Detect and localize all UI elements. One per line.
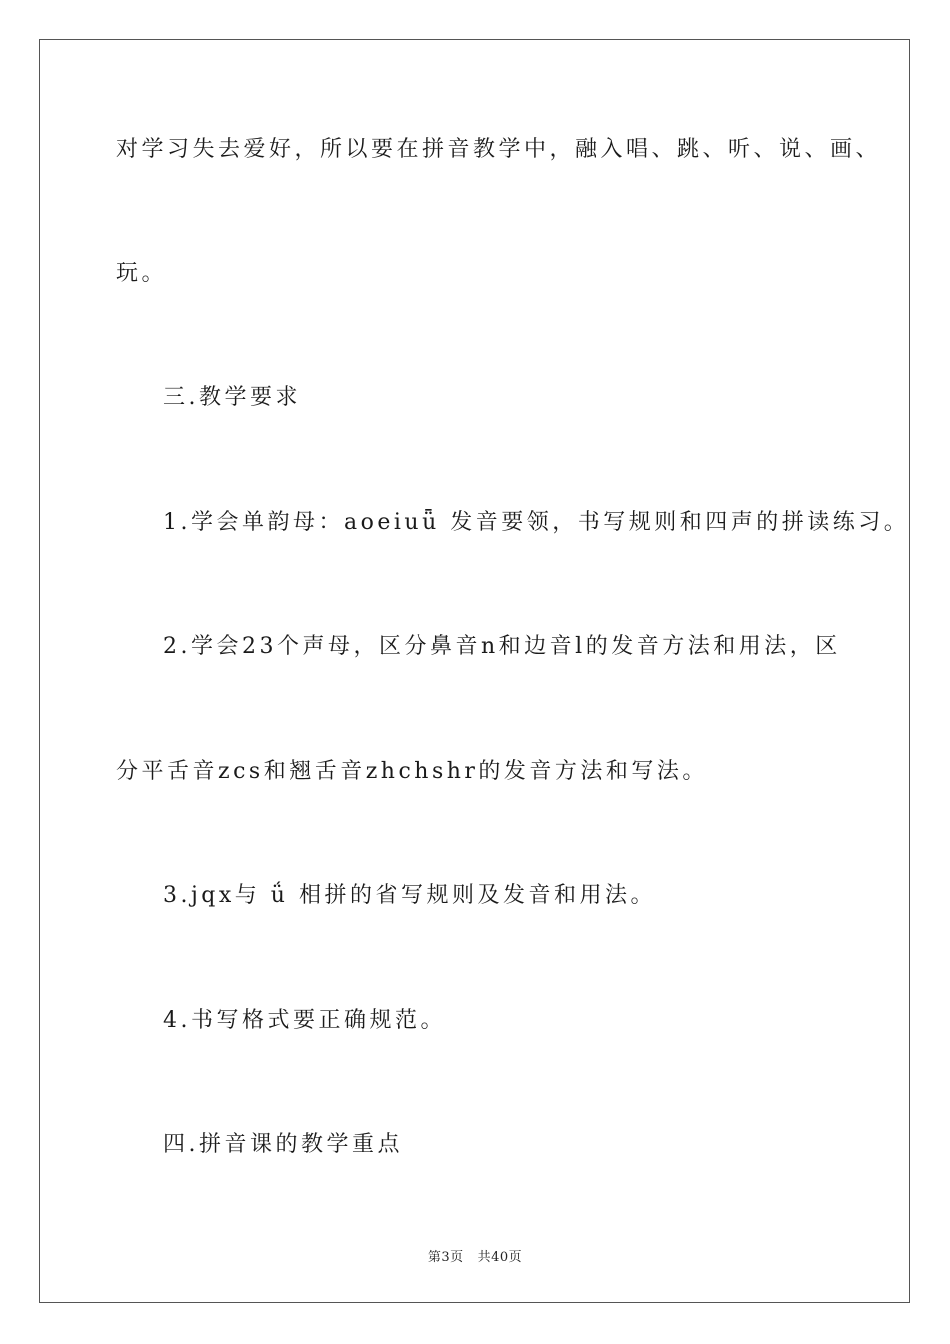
page-footer	[0, 1246, 950, 1265]
paragraph-line-2: 玩。	[116, 261, 168, 286]
total-pages: 共40页	[477, 1250, 523, 1265]
requirement-item-1: 1.学会单韵母：aoeiuǖ 发音要领，书写规则和四声的拼读练习。	[163, 510, 910, 535]
requirement-item-4: 4.书写格式要正确规范。	[163, 1008, 446, 1033]
paragraph-line-1: 对学习失去爱好，所以要在拼音教学中，融入唱、跳、听、说、画、	[116, 137, 882, 162]
section-heading-4: 四.拼音课的教学重点	[163, 1132, 403, 1157]
page-border	[39, 39, 910, 1303]
section-heading-3: 三.教学要求	[163, 385, 301, 410]
requirement-item-2: 2.学会23个声母，区分鼻音n和边音l的发音方法和用法，区	[163, 634, 841, 659]
page-number: 第3页	[427, 1250, 464, 1265]
requirement-item-3: 3.jqx与 ǘ 相拼的省写规则及发音和用法。	[163, 883, 656, 908]
requirement-item-2-cont: 分平舌音zcs和翘舌音zhchshr的发音方法和写法。	[116, 759, 708, 784]
